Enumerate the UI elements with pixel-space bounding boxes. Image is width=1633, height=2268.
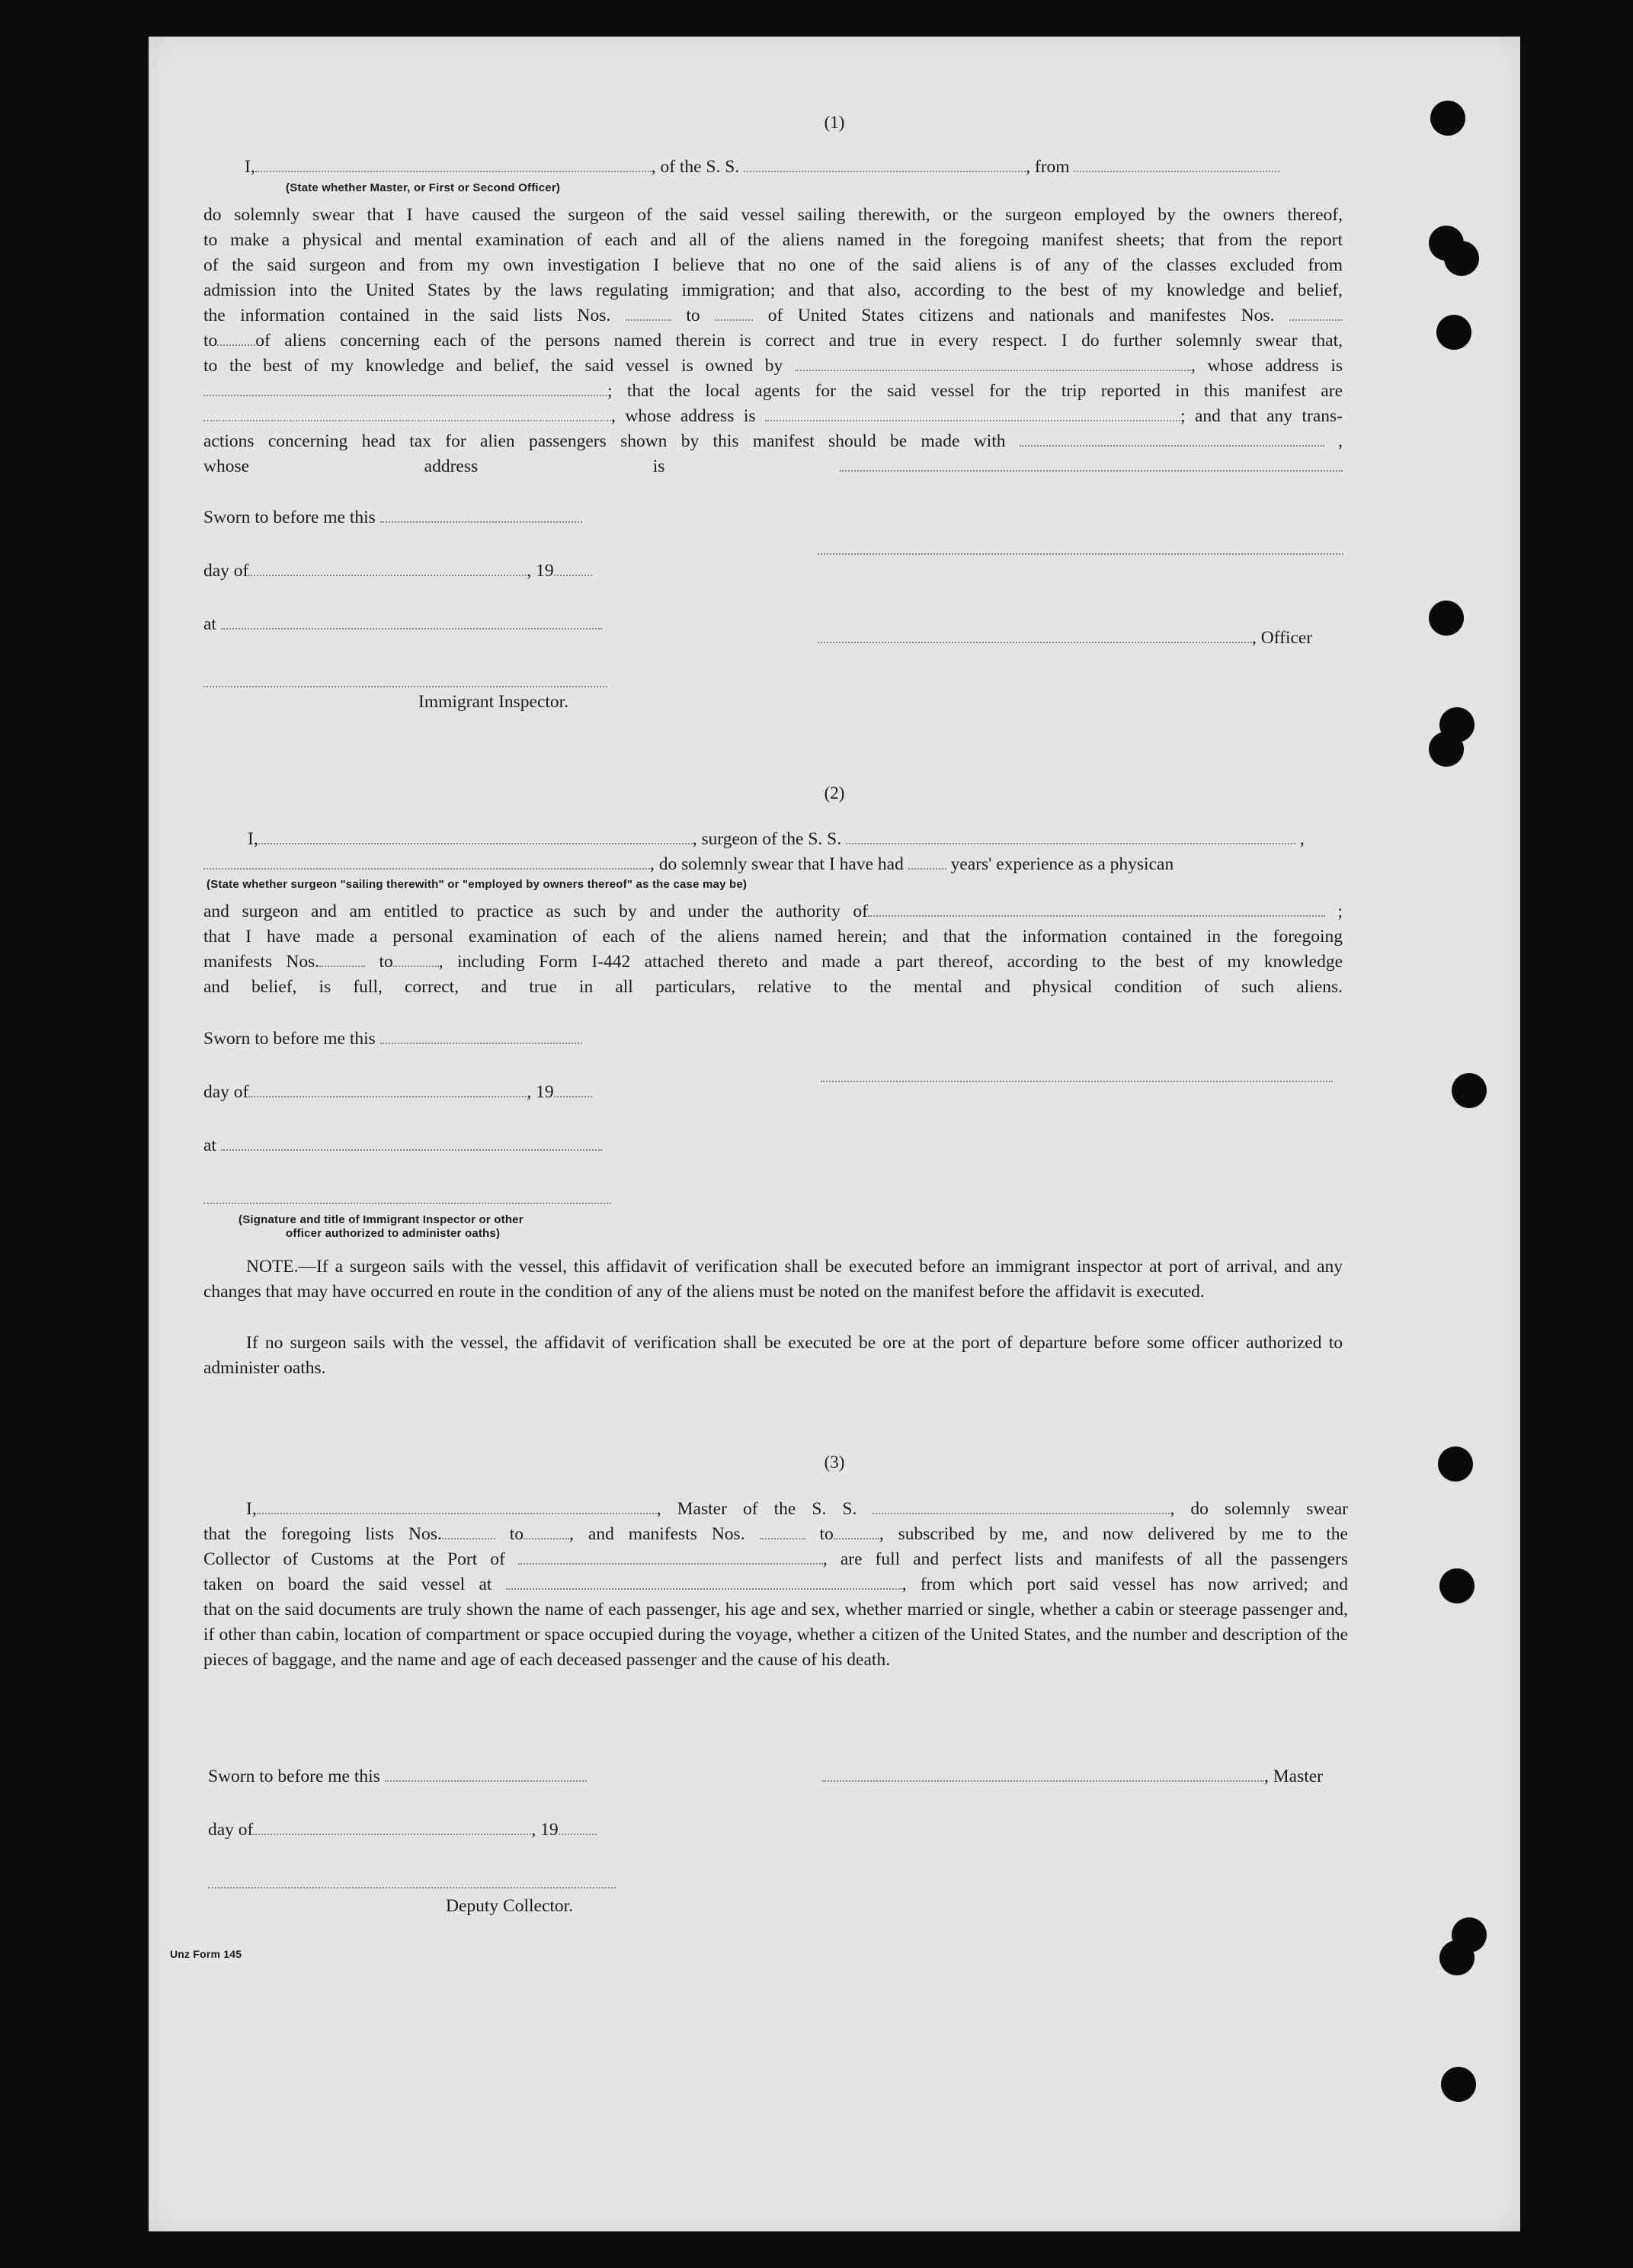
s1-body-line: admission into the United States by the laws regulating immigration; and that also, according to the best of my knowledge and belief, — [203, 280, 1343, 300]
s3-day-of: day of , 19 — [208, 1820, 597, 1840]
officer-hint: (State whether Master, or First or Second Officer) — [286, 181, 561, 194]
head-tax-address-field[interactable] — [840, 456, 1343, 472]
s1-officer: , Officer — [818, 628, 1312, 649]
s2-year-field[interactable] — [554, 1082, 592, 1097]
s1-whose-line: , whose address is ; and that any trans- — [203, 404, 1343, 429]
surgeon-status-field[interactable] — [203, 854, 650, 870]
s1-to-line: to of aliens concerning each of the persons named therein is correct and true in every respect. I do further solemnly swear that, — [203, 331, 1343, 351]
signature-hint-2: officer authorized to administer oaths) — [286, 1227, 501, 1240]
s1-body-line: of the said surgeon and from my own investigation I believe that no one of the said aliens is of any of the classes excluded from — [203, 255, 1343, 275]
s3-line2: that the foregoing lists Nos. to , and manifests Nos. to , subscribed by me, and now delivered by me to the — [203, 1524, 1348, 1544]
authority-field[interactable] — [868, 902, 1325, 917]
s2-vessel-field[interactable] — [846, 829, 1295, 844]
s2-day-of: day of , 19 — [203, 1082, 592, 1103]
port-field[interactable] — [518, 1549, 823, 1565]
s1-i: I, — [245, 157, 255, 177]
s3-year-field[interactable] — [559, 1820, 597, 1835]
manifest-to-field[interactable] — [217, 331, 255, 346]
s1-year-field[interactable] — [554, 561, 592, 576]
s1-day-field[interactable] — [248, 561, 527, 576]
list-from-field[interactable] — [626, 306, 671, 321]
s1-at: at — [203, 614, 602, 635]
punch-hole — [1429, 601, 1464, 636]
s1-day-of: day of , 19 — [203, 561, 592, 581]
s1-info-line: the information contained in the said lists Nos. to of United States citizens and nationals and manifestes Nos. — [203, 303, 1343, 328]
s1-body-line: do solemnly swear that I have caused the surgeon of the said vessel sailing therewith, or the surgeon employed by the owners thereof, — [203, 205, 1343, 225]
s1-inspector-signature-line[interactable] — [203, 686, 607, 687]
punch-hole — [1439, 1940, 1475, 1975]
s2-sworn: Sworn to before me this — [203, 1029, 582, 1049]
s3-body — [203, 1497, 1348, 1673]
punch-hole — [1436, 315, 1471, 350]
s2-line4: that I have made a personal examination of each of the aliens named herein; and that the information contained in the foregoing — [203, 927, 1343, 947]
list-to-field[interactable] — [715, 306, 753, 321]
s1-agents-line: ; that the local agents for the said vessel for the trip reported in this manifest are — [203, 379, 1343, 404]
master-name-field[interactable] — [257, 1499, 657, 1514]
s1-from-label: , from — [1026, 157, 1070, 177]
s1-body-line: to make a physical and mental examination of each and all of the aliens named in the foregoing manifest sheets; that from the report — [203, 230, 1343, 250]
punch-hole — [1441, 2067, 1476, 2102]
s2-sworn-date-field[interactable] — [380, 1029, 582, 1044]
section-2-number: (2) — [824, 783, 845, 802]
s3-line3: Collector of Customs at the Port of , are full and perfect lists and manifests of all the passengers — [203, 1549, 1349, 1569]
s1-officer-signature-field[interactable] — [818, 628, 1252, 643]
s1-officer-signature-line-1[interactable] — [818, 553, 1343, 555]
signature-hint-1: (Signature and title of Immigrant Inspector or other — [239, 1213, 524, 1226]
note-paragraph-2: If no surgeon sails with the vessel, the affidavit of verification shall be executed be ore at the port of departure before some officer authorized to administer oaths. — [203, 1333, 1343, 1378]
punch-hole — [1444, 241, 1479, 276]
s3-sworn: Sworn to before me this — [208, 1767, 587, 1787]
s3-manifest-from-field[interactable] — [760, 1524, 805, 1539]
surgeon-name-field[interactable] — [258, 829, 693, 844]
s3-day-field[interactable] — [253, 1820, 531, 1835]
s3-manifest-to-field[interactable] — [834, 1524, 879, 1539]
years-experience-field[interactable] — [908, 854, 946, 870]
surgeon-hint: (State whether surgeon "sailing therewith" or "employed by owners thereof" as the case may be) — [207, 878, 748, 891]
s2-body — [203, 899, 1343, 1000]
embark-port-field[interactable] — [506, 1574, 902, 1590]
section-1-number: (1) — [824, 113, 845, 132]
s1-sworn-date-field[interactable] — [380, 508, 582, 523]
s3-line1: I, , Master of the S. S. , do solemnly swear — [246, 1499, 1349, 1519]
note-paragraph-1: NOTE.—If a surgeon sails with the vessel, this affidavit of verification shall be executed before an immigrant inspector at port of arrival, and any changes that may have occurred en route in the condition of any of the aliens must be noted on the manifest before the affidavit is executed. — [203, 1257, 1343, 1302]
punch-hole — [1452, 1073, 1487, 1108]
agent-address-field[interactable] — [765, 406, 1180, 421]
s2-inspector-signature-line[interactable] — [203, 1203, 611, 1204]
punch-hole — [1439, 1568, 1475, 1603]
owner-address-field[interactable] — [203, 381, 607, 396]
s2-day-field[interactable] — [248, 1082, 527, 1097]
s2-line2: , do solemnly swear that I have had years' experience as a physican — [203, 854, 1174, 875]
s1-body — [203, 203, 1343, 479]
manifest-from-field[interactable] — [1289, 306, 1343, 321]
s2-at-field[interactable] — [221, 1136, 602, 1151]
s1-owned-line: to the best of my knowledge and belief, the said vessel is owned by , whose address is — [203, 356, 1343, 376]
s2-at: at — [203, 1136, 602, 1156]
s1-address-line: whose address is — [203, 454, 1343, 479]
officer-name-field[interactable] — [255, 157, 652, 172]
s1-at-field[interactable] — [221, 614, 602, 629]
agent-name-field[interactable] — [203, 406, 611, 421]
s1-ss-label: , of the S. S. — [651, 157, 740, 177]
s2-line1: I, , surgeon of the S. S. , — [248, 829, 1305, 849]
s3-master: , Master — [822, 1767, 1323, 1787]
s1-sworn: Sworn to before me this — [203, 508, 582, 528]
s3-vessel-field[interactable] — [873, 1499, 1170, 1514]
s3-deputy-label: Deputy Collector. — [446, 1896, 574, 1916]
punch-hole — [1429, 732, 1464, 767]
s3-list-from-field[interactable] — [442, 1524, 495, 1539]
s2-line3: and surgeon and am entitled to practice as such by and under the authority of ; — [203, 902, 1343, 921]
s1-line1 — [245, 157, 1342, 178]
s1-headtax-line: actions concerning head tax for alien passengers shown by this manifest should be made with , — [203, 431, 1343, 451]
s2-manifest-to-field[interactable] — [393, 952, 439, 967]
s2-manifest-from-field[interactable] — [319, 952, 365, 967]
s3-list-to-field[interactable] — [524, 1524, 569, 1539]
s3-line4: taken on board the said vessel at , from which port said vessel has now arrived; and — [203, 1574, 1348, 1594]
from-port-field[interactable] — [1074, 157, 1279, 172]
owner-field[interactable] — [795, 356, 1191, 371]
s2-line5: manifests Nos. to , including Form I-442 attached thereto and made a part thereof, according to the best of my knowledge — [203, 952, 1343, 972]
head-tax-agent-field[interactable] — [1020, 431, 1324, 447]
s3-body-rest: that on the said documents are truly shown the name of each passenger, his age and sex, whether married or single, whether a cabin or steerage passenger and, if other than cabin, location of compartment or space occupied during the voyage, whether a citizen of the United States, and the number and description of the pieces of baggage, and the name and age of each deceased passenger and the cause of his death. — [203, 1600, 1348, 1670]
manifest-form-page — [149, 37, 1520, 2231]
s3-deputy-signature-line[interactable] — [208, 1887, 616, 1888]
section-3-number: (3) — [824, 1453, 845, 1472]
vessel-name-field[interactable] — [744, 157, 1026, 172]
form-id: Unz Form 145 — [170, 1948, 242, 1960]
master-signature-field[interactable] — [822, 1767, 1264, 1782]
s2-line6: and belief, is full, correct, and true in all particulars, relative to the mental and physical condition of such aliens. — [203, 977, 1343, 997]
s3-sworn-date-field[interactable] — [385, 1767, 587, 1782]
s2-surgeon-signature-line[interactable] — [821, 1081, 1333, 1082]
s1-inspector-label: Immigrant Inspector. — [418, 692, 569, 712]
